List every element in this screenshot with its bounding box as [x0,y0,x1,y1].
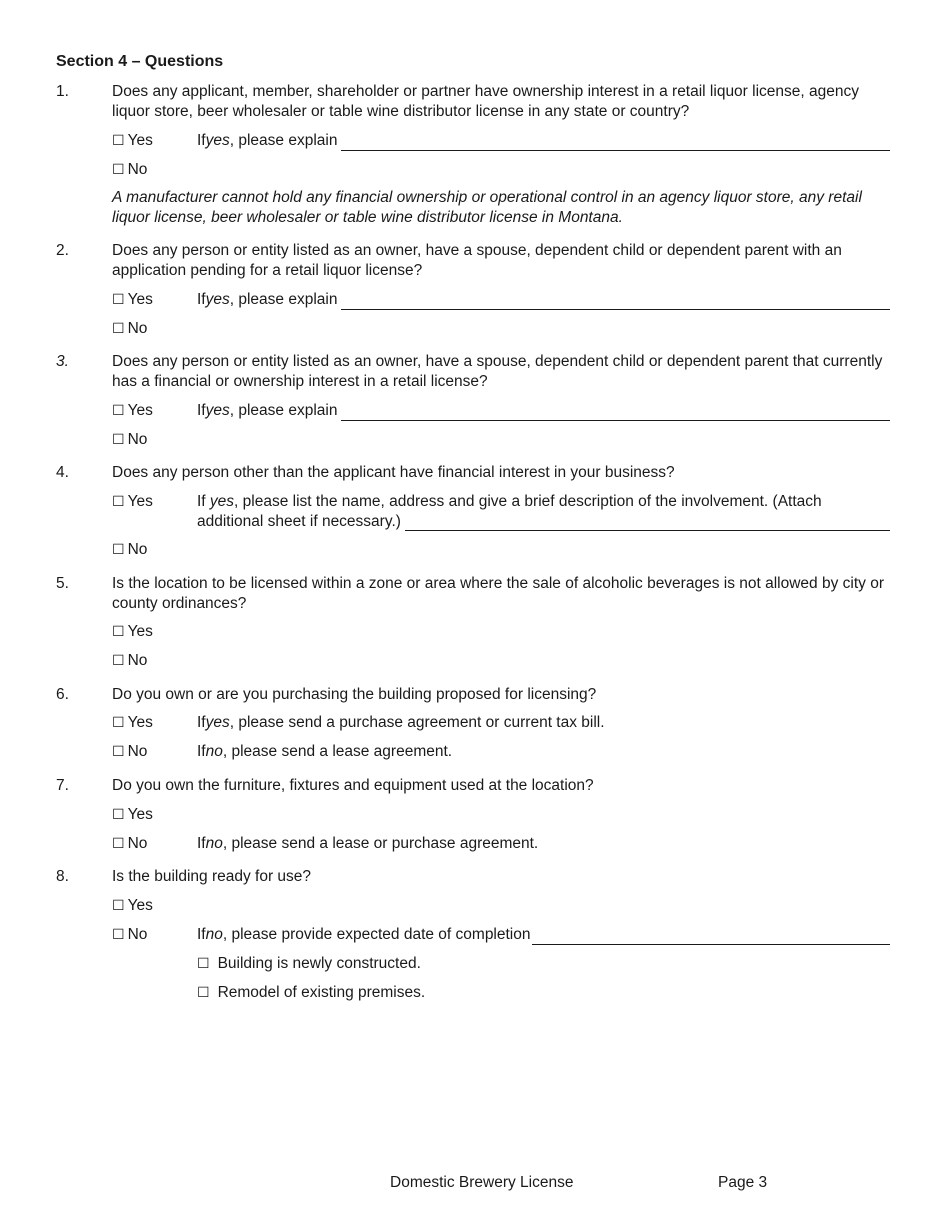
newly-constructed-option[interactable]: ☐ Building is newly constructed. [197,954,421,975]
explain-line[interactable] [341,405,890,421]
answer-row-no [112,540,890,560]
question-number: 6. [56,686,69,703]
question-text: Do you own the furniture, fixtures and equipment used at the location? [112,777,594,794]
yes-checkbox[interactable]: ☐ Yes [112,713,153,734]
checkbox-icon: ☐ [112,432,125,448]
answer-row-yes [112,290,890,310]
no-checkbox[interactable]: ☐ No [112,651,147,672]
checkbox-icon: ☐ [197,985,210,1001]
yes-checkbox[interactable]: ☐ Yes [112,805,153,826]
explain-field[interactable]: If yes , please explain [197,401,890,421]
checkbox-icon: ☐ [112,624,125,640]
remodel-option[interactable]: ☐ Remodel of existing premises. [197,983,425,1004]
no-checkbox[interactable]: ☐ No [112,540,147,561]
question-number: 8. [56,868,69,885]
question-text: Is the location to be licensed within a zone or area where the sale of alcoholic beverages is not allowed by city or county ordinances? [112,575,884,612]
yes-checkbox[interactable]: ☐ Yes [112,131,153,152]
checkbox-icon: ☐ [112,807,125,823]
involvement-line[interactable] [405,515,890,531]
answer-row-no [112,319,890,339]
yes-instruction: If yes , please send a purchase agreement or current tax bill. [197,714,605,731]
question-number: 2. [56,242,69,259]
explain-line[interactable] [341,294,890,310]
checkbox-icon: ☐ [112,715,125,731]
no-checkbox[interactable]: ☐ No [112,319,147,340]
footer-page-number: Page 3 [718,1174,768,1191]
question-text: Is the building ready for use? [112,868,312,885]
question-text: Do you own or are you purchasing the building proposed for licensing? [112,686,597,703]
manufacturer-note: A manufacturer cannot hold any financial ownership or operational control in an agency liquor store, any retail liquor license, beer wholesaler or table wine distributor license in Montana. [112,189,862,226]
explain-line[interactable] [341,135,890,151]
answer-row-yes [112,622,890,642]
checkbox-icon: ☐ [197,956,210,972]
explain-field[interactable]: If yes , please explain [197,131,890,151]
question-text: Does any applicant, member, shareholder or partner have ownership interest in a retail liquor license, agency liquor store, beer wholesaler or table wine distributor license in any state or country? [112,83,859,120]
answer-row-yes [112,713,890,733]
no-instruction: If no , please send a lease agreement. [197,743,453,760]
checkbox-icon: ☐ [112,162,125,178]
question-text: Does any person or entity listed as an owner, have a spouse, dependent child or dependent parent with an application pending for a retail liquor license? [112,242,842,279]
checkbox-icon: ☐ [112,321,125,337]
answer-row-yes [112,896,890,916]
answer-row-no [112,651,890,671]
question-text: Does any person other than the applicant have financial interest in your business? [112,464,675,481]
no-checkbox[interactable]: ☐ No [112,834,147,855]
no-checkbox[interactable]: ☐ No [112,160,147,181]
section-title: Section 4 – Questions [56,53,224,70]
question-number: 7. [56,777,69,794]
completion-date-line[interactable] [532,929,891,945]
no-checkbox[interactable]: ☐ No [112,925,147,946]
answer-row-no [112,430,890,450]
checkbox-icon: ☐ [112,403,125,419]
yes-checkbox[interactable]: ☐ Yes [112,401,153,422]
answer-row-no [112,742,890,762]
yes-checkbox[interactable]: ☐ Yes [112,290,153,311]
checkbox-icon: ☐ [112,292,125,308]
yes-checkbox[interactable]: ☐ Yes [112,896,153,917]
checkbox-icon: ☐ [112,927,125,943]
checkbox-icon: ☐ [112,133,125,149]
explain-field[interactable]: If yes , please explain [197,290,890,310]
checkbox-icon: ☐ [112,653,125,669]
checkbox-icon: ☐ [112,542,125,558]
checkbox-icon: ☐ [112,898,125,914]
answer-row-yes [112,492,890,532]
question-number: 5. [56,575,69,592]
checkbox-icon: ☐ [112,494,125,510]
no-checkbox[interactable]: ☐ No [112,430,147,451]
question-text: Does any person or entity listed as an owner, have a spouse, dependent child or dependent parent that currently has a financial or ownership interest in a retail license? [112,353,883,390]
footer-doc-title: Domestic Brewery License [390,1174,574,1191]
no-checkbox[interactable]: ☐ No [112,742,147,763]
yes-checkbox[interactable]: ☐ Yes [112,492,153,513]
checkbox-icon: ☐ [112,744,125,760]
question-number: 4. [56,464,69,481]
answer-row-yes [112,805,890,825]
question-number: 3. [56,353,69,370]
question-number: 1. [56,83,69,100]
answer-row-yes [112,131,890,151]
answer-row-no [112,834,890,854]
answer-row-no [112,160,890,180]
yes-checkbox[interactable]: ☐ Yes [112,622,153,643]
no-instruction: If no , please send a lease or purchase agreement. [197,835,539,852]
answer-row-yes [112,401,890,421]
completion-date-field[interactable]: If no , please provide expected date of completion [197,925,890,945]
checkbox-icon: ☐ [112,836,125,852]
involvement-text: If yes, please list the name, address and give a brief description of the involvement. (Attach additional sheet if necessary.) [197,492,890,531]
answer-row-no [112,925,890,945]
